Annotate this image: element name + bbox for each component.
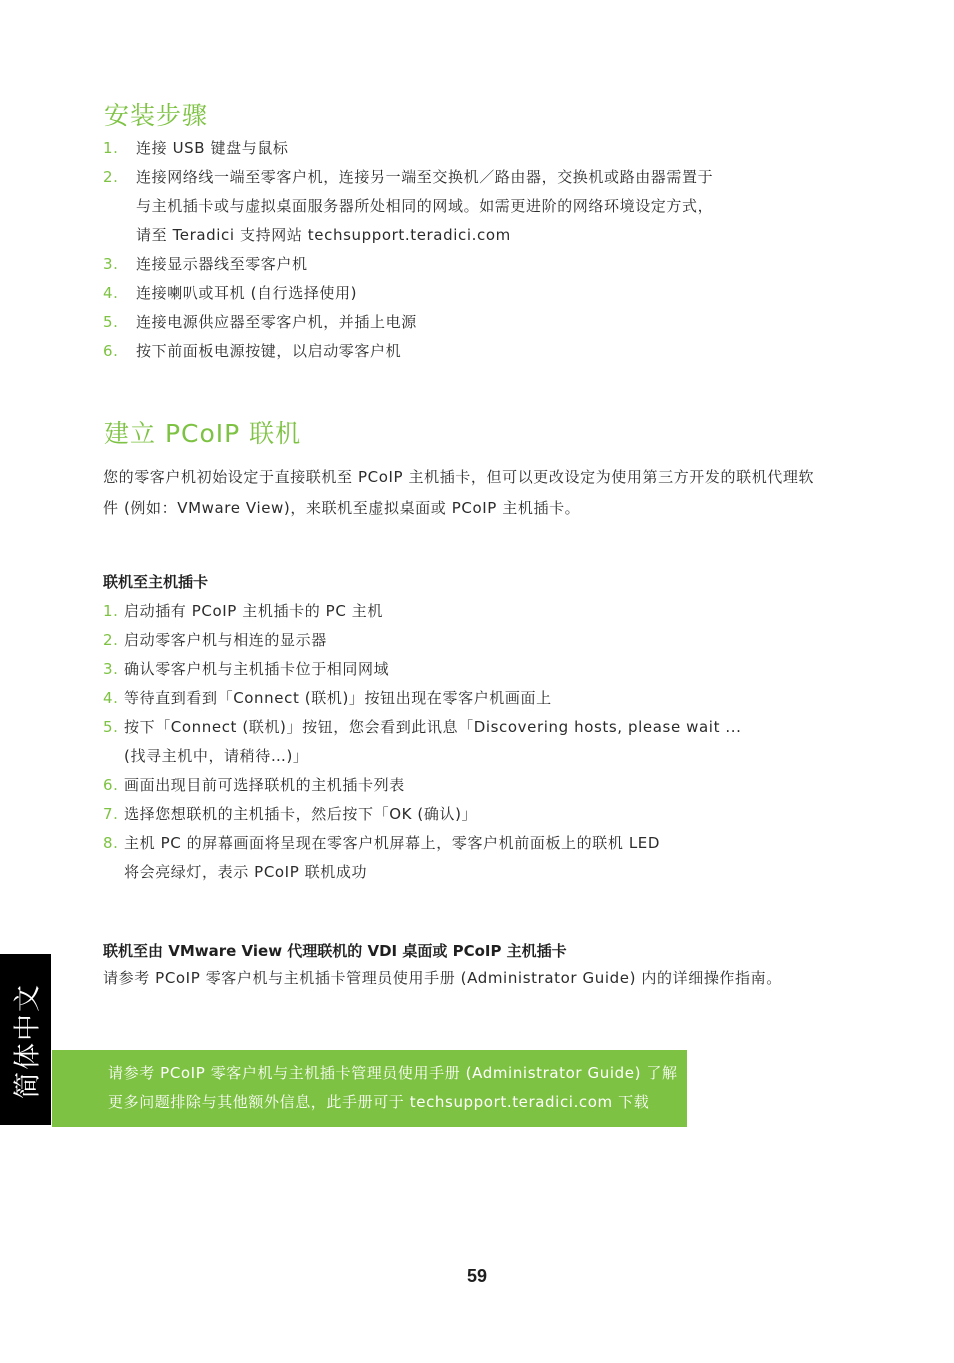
- connect-intro-line: 您的零客户机初始设定于直接联机至 PCoIP 主机插卡，但可以更改设定为使用第三方开发的联机代理软: [103, 468, 815, 486]
- list-item: [103, 250, 713, 279]
- list-item: [103, 655, 742, 684]
- note-line: 更多问题排除与其他额外信息，此手册可于 techsupport.teradici.com 下载: [108, 1093, 650, 1111]
- install-steps-list: [103, 134, 713, 366]
- step-number: 4.: [103, 284, 119, 302]
- install-section-title: 安装步骤: [104, 101, 209, 130]
- list-item: [103, 829, 742, 887]
- language-tab-label: 简体中文: [12, 983, 44, 1099]
- note-line: 请参考 PCoIP 零客户机与主机插卡管理员使用手册 (Administrator Guide) 了解: [108, 1064, 678, 1082]
- host-card-steps-list: [103, 597, 742, 887]
- step-number: 8.: [103, 834, 119, 852]
- step-text: 按下「Connect (联机)」按钮，您会看到此讯息「Discovering hosts, please wait ...: [124, 718, 742, 736]
- step-text: 确认零客户机与主机插卡位于相同网域: [124, 660, 390, 678]
- vmware-subtitle: 联机至由 VMware View 代理联机的 VDI 桌面或 PCoIP 主机插卡: [103, 942, 567, 960]
- vmware-text: 请参考 PCoIP 零客户机与主机插卡管理员使用手册 (Administrator Guide) 内的详细操作指南。: [103, 969, 782, 987]
- step-text: 连接网络线一端至零客户机，连接另一端至交换机／路由器，交换机或路由器需置于: [136, 168, 714, 186]
- step-text: 与主机插卡或与虚拟桌面服务器所处相同的网域。如需更进阶的网络环境设定方式，: [136, 197, 714, 215]
- step-number: 1.: [103, 139, 119, 157]
- step-number: 7.: [103, 805, 119, 823]
- step-text: 等待直到看到「Connect (联机)」按钮出现在零客户机画面上: [124, 689, 552, 707]
- list-item: [103, 713, 742, 771]
- connect-intro: [103, 462, 863, 524]
- note-box: [52, 1050, 687, 1127]
- step-text: 连接 USB 键盘与鼠标: [136, 139, 289, 157]
- step-text: 按下前面板电源按键，以启动零客户机: [136, 342, 402, 360]
- step-number: 6.: [103, 776, 119, 794]
- list-item: [103, 800, 742, 829]
- step-text: 连接喇叭或耳机 (自行选择使用): [136, 284, 358, 302]
- step-text: 连接显示器线至零客户机: [136, 255, 308, 273]
- list-item: [103, 134, 713, 163]
- list-item: [103, 771, 742, 800]
- list-item: [103, 626, 742, 655]
- step-number: 3.: [103, 660, 119, 678]
- step-text: 启动插有 PCoIP 主机插卡的 PC 主机: [124, 602, 383, 620]
- step-text: 主机 PC 的屏幕画面将呈现在零客户机屏幕上，零客户机前面板上的联机 LED: [124, 834, 661, 852]
- list-item: [103, 308, 713, 337]
- connect-section-title: 建立 PCoIP 联机: [104, 419, 302, 448]
- step-text: 启动零客户机与相连的显示器: [124, 631, 327, 649]
- connect-intro-line: 件 (例如：VMware View)，来联机至虚拟桌面或 PCoIP 主机插卡。: [103, 499, 581, 517]
- step-number: 6.: [103, 342, 119, 360]
- list-item: [103, 279, 713, 308]
- step-number: 5.: [103, 718, 119, 736]
- step-text: 连接电源供应器至零客户机，并插上电源: [136, 313, 417, 331]
- step-text: (找寻主机中，请稍待…)」: [124, 747, 309, 765]
- list-item: [103, 163, 713, 250]
- step-number: 2.: [103, 631, 119, 649]
- list-item: [103, 337, 713, 366]
- step-number: 1.: [103, 602, 119, 620]
- step-text: 选择您想联机的主机插卡，然后按下「OK (确认)」: [124, 805, 478, 823]
- step-text: 将会亮绿灯，表示 PCoIP 联机成功: [124, 863, 368, 881]
- list-item: [103, 597, 742, 626]
- step-number: 2.: [103, 168, 119, 186]
- step-number: 4.: [103, 689, 119, 707]
- step-number: 5.: [103, 313, 119, 331]
- page-number: 59: [466, 1266, 488, 1286]
- step-number: 3.: [103, 255, 119, 273]
- host-card-subtitle: 联机至主机插卡: [103, 573, 209, 591]
- list-item: [103, 684, 742, 713]
- step-text: 画面出现目前可选择联机的主机插卡列表: [124, 776, 405, 794]
- step-text: 请至 Teradici 支持网站 techsupport.teradici.com: [136, 226, 511, 244]
